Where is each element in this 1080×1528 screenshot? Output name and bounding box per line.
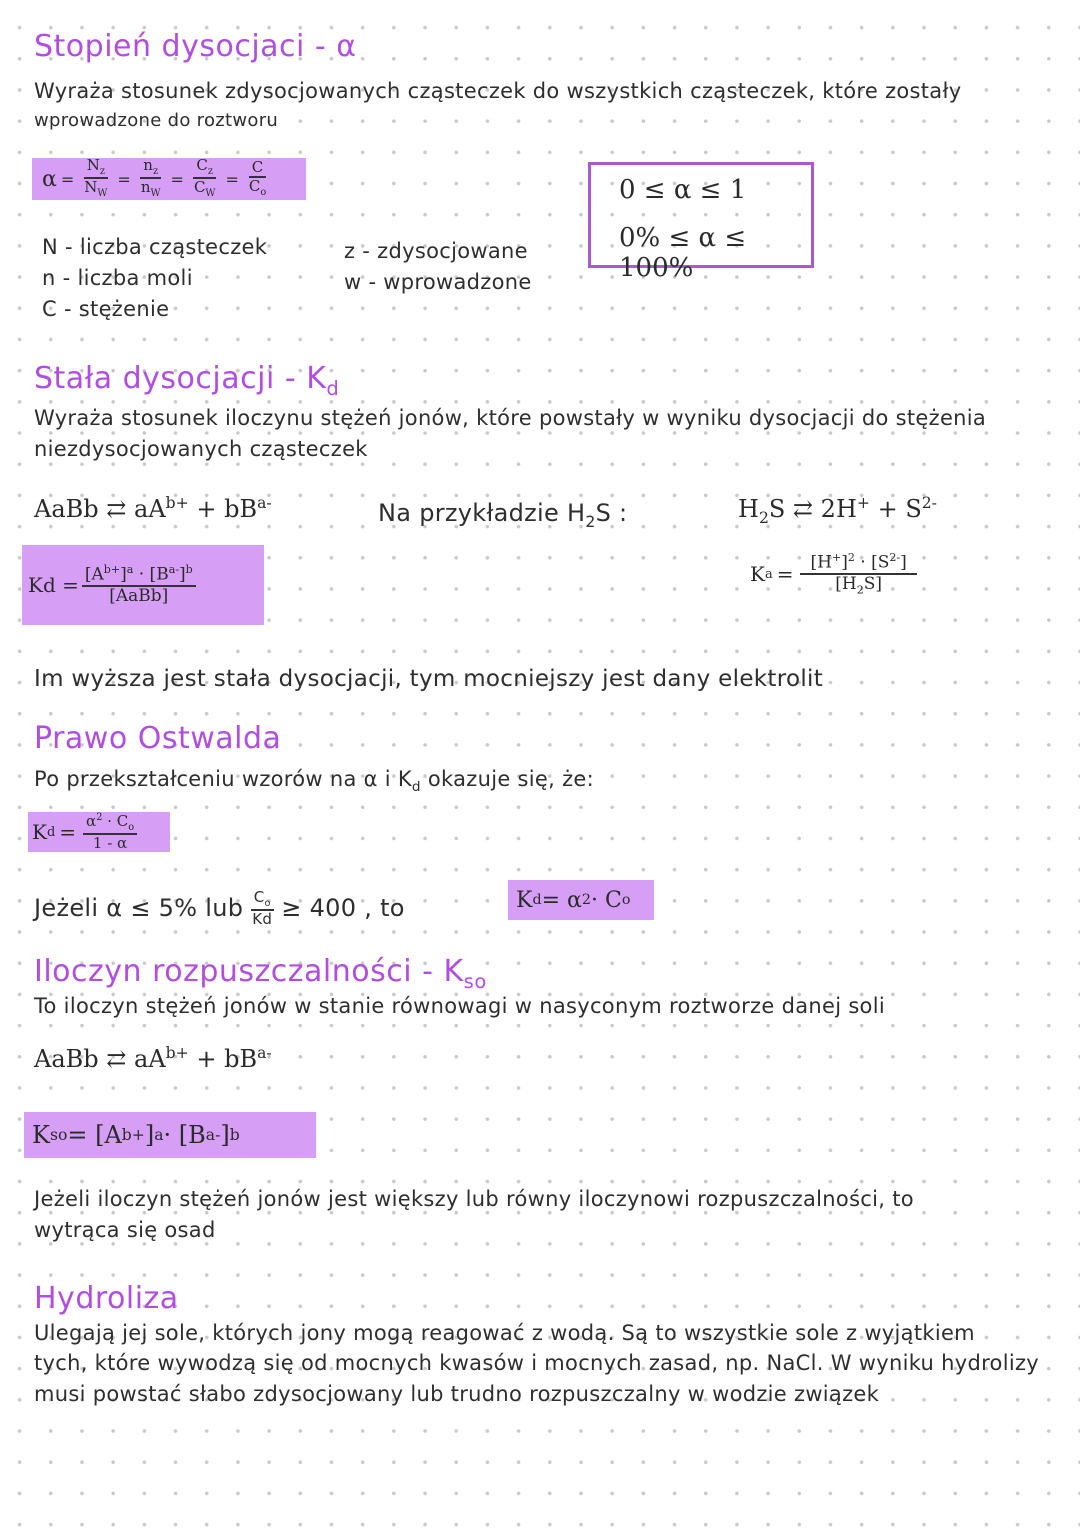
paragraph-line: Wyraża stosunek zdysocjowanych cząsteczek do wszystkich cząsteczek, które zostały <box>34 79 962 103</box>
legend-item: N - liczba cząsteczek <box>42 235 268 259</box>
alpha-range-fraction: 0 ≤ α ≤ 1 <box>619 175 747 205</box>
heading-solubility-product: Iloczyn rozpuszczalności - $K_{so}$ <box>34 954 487 993</box>
fraction-moles: $\frac{n_z}{n_W}$ <box>140 156 161 200</box>
example-label: Na przykładzie $H_2S$ : <box>378 499 628 531</box>
solubility-reaction: AaBb ⇄ $aA^{b+} + bB^{a-}$ <box>34 1044 272 1073</box>
alpha-range-percent: 0% ≤ α ≤ 100% <box>619 223 747 283</box>
paragraph-line: Jeżeli iloczyn stężeń jonów jest większy lub równy iloczynowi rozpuszczalności, to <box>34 1187 914 1211</box>
fraction-concentration: $\frac{C_z}{C_W}$ <box>193 156 216 200</box>
paragraph-line: wytrąca się osad <box>34 1218 216 1242</box>
legend-left <box>42 232 267 325</box>
ostwald-simplified-formula: K d = α 2 · C o <box>508 880 654 920</box>
heading-dissociation-constant: Stała dysocjacji - $K_d$ <box>34 361 340 400</box>
legend-item: w - wprowadzone <box>344 270 532 294</box>
paragraph-line: Po przekształceniu wzorów na α i $K_d$ okazuje się, że: <box>34 767 594 796</box>
legend-item: z - zdysocjowane <box>344 239 528 263</box>
legend-right <box>344 236 532 298</box>
paragraph-line: niezdysocjowanych cząsteczek <box>34 437 368 461</box>
kd-conclusion: Im wyższa jest stała dysocjacji, tym mocniejszy jest dany elektrolit <box>34 666 824 692</box>
paragraph-line: tych, które wywodzą się od mocnych kwasów i mocnych zasad, np. NaCl. W wyniku hydrolizy <box>34 1351 1040 1375</box>
legend-item: n - liczba moli <box>42 266 193 290</box>
paragraph-line: wprowadzone do roztworu <box>34 110 279 131</box>
alpha-range-box <box>588 162 814 283</box>
general-dissociation-reaction: AaBb ⇄ $aA^{b+} + bB^{a-}$ <box>34 494 272 523</box>
alpha-symbol: α <box>42 166 57 192</box>
alpha-formula: α = $\frac{N_z}{N_W}$ = $\frac{n_z}{n_W}$ = $\frac{C_z}{C_W}$ = $\frac{C}{C_o}$ <box>32 158 306 200</box>
heading-ostwald-law: Prawo Ostwalda <box>34 721 282 756</box>
heading-degree-of-dissociation: Stopień dysocjaci - α <box>34 29 357 64</box>
fraction-c-over-c0: $\frac{C}{C_o}$ <box>248 157 267 198</box>
paragraph-line: Ulegają jej sole, których jony mogą reagować z wodą. Są to wszystkie sole z wyjątkiem <box>34 1321 975 1345</box>
kd-general-formula: Kd = $\frac{[A^{b+}]^a \cdot [B^{a-}]^b}{\text{[AaBb]}}$ <box>22 545 264 625</box>
paragraph-line: Wyraża stosunek iloczynu stężeń jonów, które powstały w wyniku dysocjacji do stężenia <box>34 406 987 430</box>
h2s-dissociation-reaction: $H_2S$ ⇄ $2H^+ + S^{2-}$ <box>738 494 937 527</box>
heading-hydrolysis: Hydroliza <box>34 1281 179 1316</box>
ostwald-simplification-condition: Jeżeli α ≤ 5% lub $\frac{C_o}{Kd}$ ≥ 400 , to <box>34 888 405 929</box>
paragraph-line: To iloczyn stężeń jonów w stanie równowagi w nasyconym roztworze danej soli <box>34 994 885 1018</box>
fraction-particles: $\frac{N_z}{N_W}$ <box>84 156 108 200</box>
kd-h2s-formula: K a = $\frac{[H^+]^2 \cdot [S^{2-}]}{[H_2S]}$ <box>750 552 920 596</box>
paragraph-line: musi powstać słabo zdysocjowany lub trudno rozpuszczalny w wodzie związek <box>34 1382 880 1406</box>
legend-item: C - stężenie <box>42 297 170 321</box>
ksp-formula: K so = [A b+ ] a · [B a- ] b <box>24 1112 316 1158</box>
ostwald-formula: K d = $\frac{\alpha^2 \cdot C_o}{1 - \alpha}$ <box>28 812 170 852</box>
